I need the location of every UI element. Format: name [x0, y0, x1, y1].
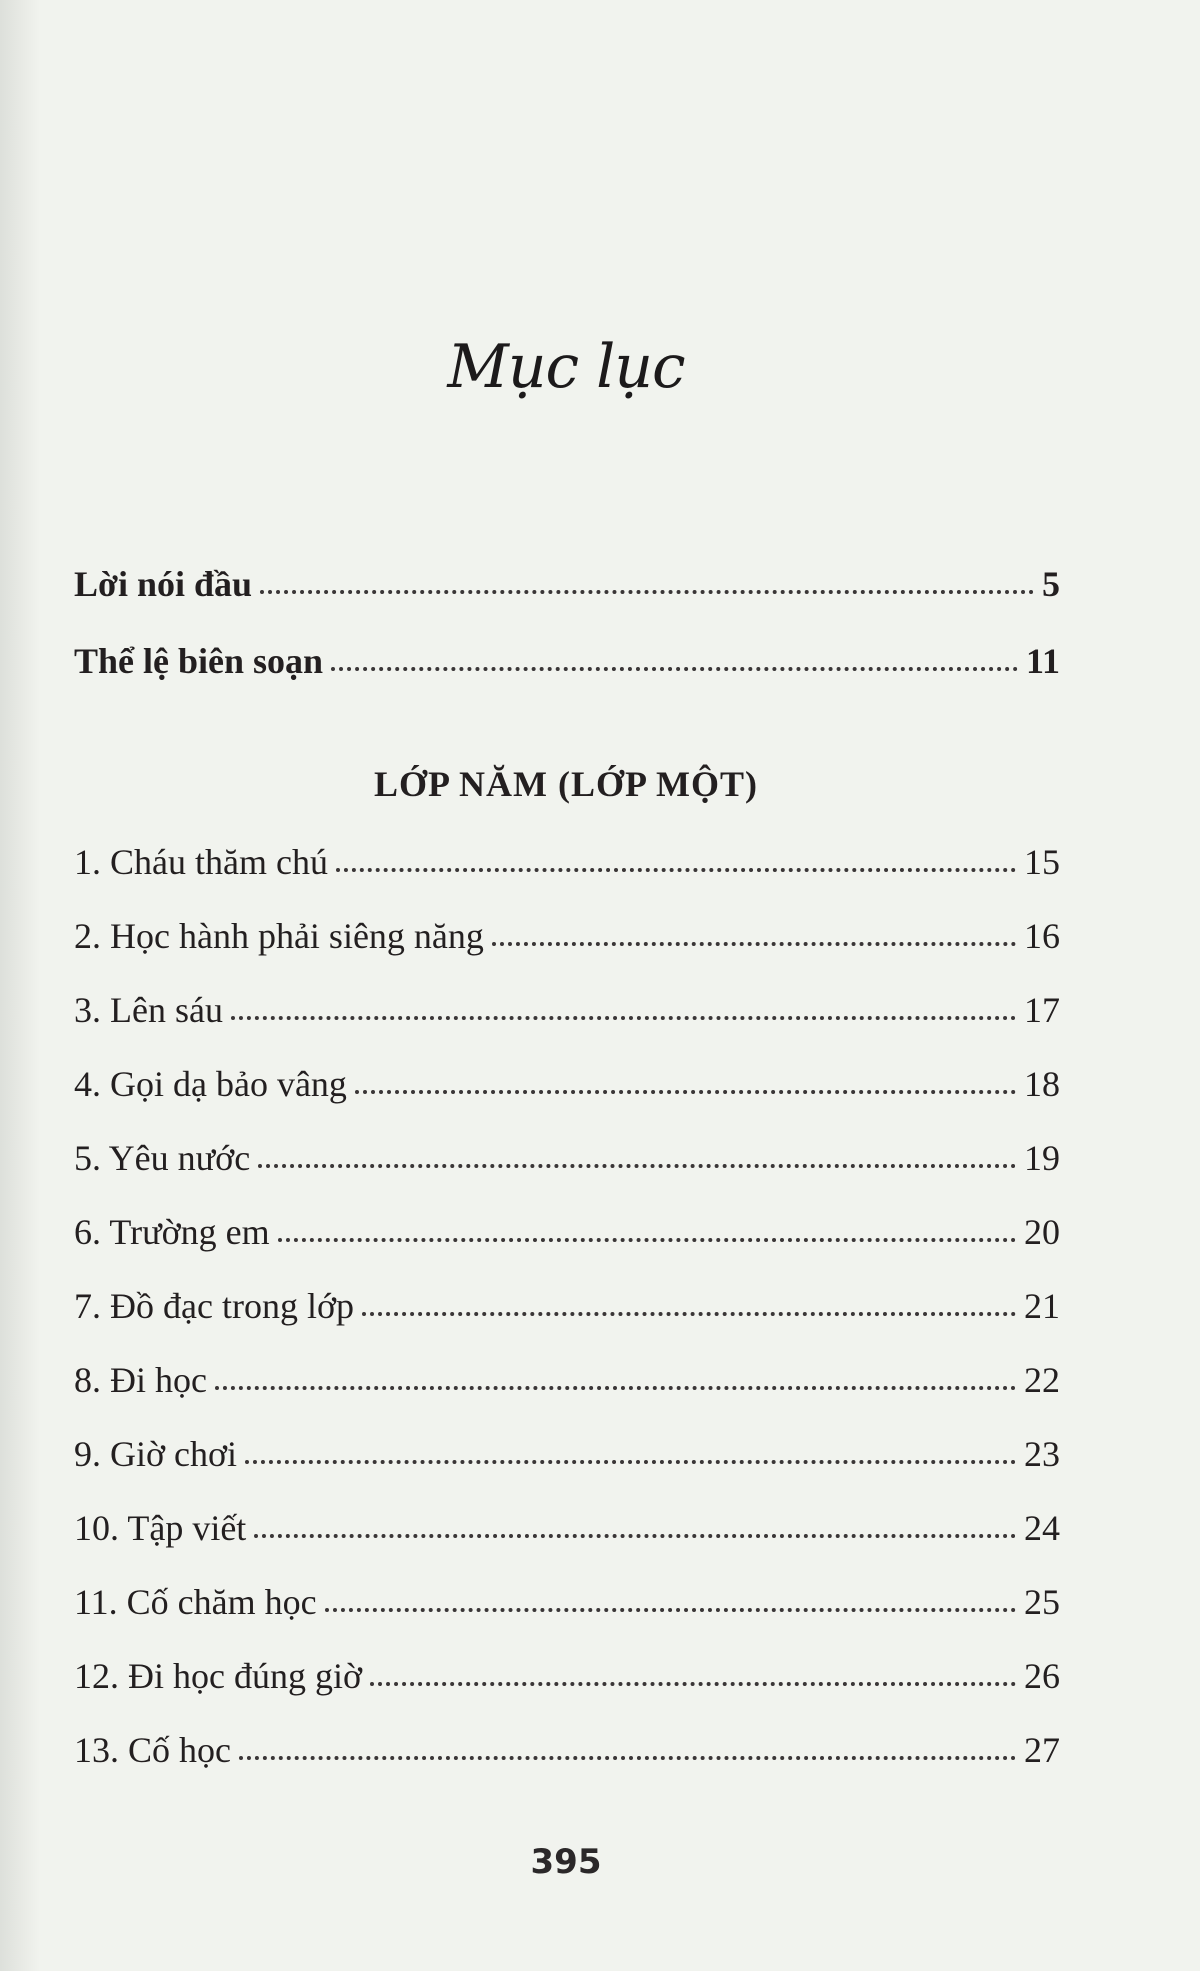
toc-entry-page: 27 [1024, 1730, 1060, 1770]
toc-leader-dots [492, 936, 1016, 946]
toc-leader-dots [215, 1380, 1016, 1390]
toc-entry-label: Lời nói đầu [74, 564, 253, 604]
toc-entry[interactable] [74, 1136, 1060, 1180]
toc-leader-dots [336, 862, 1016, 872]
toc-leader-dots [278, 1232, 1016, 1242]
toc-entry[interactable] [74, 1284, 1060, 1328]
toc-entry-page: 21 [1024, 1286, 1060, 1326]
toc-entry[interactable] [74, 1210, 1060, 1254]
toc-entry[interactable] [74, 1432, 1060, 1476]
toc-leader-dots [239, 1750, 1016, 1760]
page-title: Mục lục [447, 332, 685, 402]
toc-leader-dots [260, 584, 1034, 594]
toc-entry-label: 8. Đi học [74, 1360, 207, 1400]
toc-leader-dots [362, 1306, 1016, 1316]
toc-entry[interactable] [74, 1728, 1060, 1772]
toc-entry-page: 26 [1024, 1656, 1060, 1696]
page-number: 395 [530, 1842, 602, 1882]
toc-leader-dots [370, 1676, 1016, 1686]
toc-entry-page: 18 [1024, 1064, 1060, 1104]
toc-entry-page: 20 [1024, 1212, 1060, 1252]
toc-leader-dots [245, 1454, 1016, 1464]
toc-entry-label: 6. Trường em [74, 1212, 270, 1252]
toc-entry-label: 1. Cháu thăm chú [74, 842, 328, 882]
toc-entry-page: 16 [1024, 916, 1060, 956]
toc-entry-label: 3. Lên sáu [74, 990, 223, 1030]
toc-entry-page: 25 [1024, 1582, 1060, 1622]
toc-leader-dots [325, 1602, 1016, 1612]
toc-entry-page: 11 [1025, 641, 1060, 681]
toc-entry-page: 23 [1024, 1434, 1060, 1474]
toc-entry-foreword[interactable] [74, 562, 1060, 606]
toc-leader-dots [331, 661, 1018, 671]
toc-entry-label: 10. Tập viết [74, 1508, 247, 1548]
toc-entry[interactable] [74, 1358, 1060, 1402]
toc-entry-label: 9. Giờ chơi [74, 1434, 238, 1474]
toc-entry-compilation-rules[interactable] [74, 639, 1060, 683]
toc-entry-label: 4. Gọi dạ bảo vâng [74, 1064, 347, 1104]
toc-entry[interactable] [74, 1062, 1060, 1106]
toc-entry-label: 2. Học hành phải siêng năng [74, 916, 484, 956]
toc-leader-dots [254, 1528, 1016, 1538]
toc-entry-label: 12. Đi học đúng giờ [74, 1656, 363, 1696]
toc-leader-dots [258, 1158, 1016, 1168]
toc-entry[interactable] [74, 914, 1060, 958]
page-edge-shadow [0, 0, 40, 1971]
toc-entry[interactable] [74, 1506, 1060, 1550]
toc-entry-label: Thể lệ biên soạn [74, 641, 324, 681]
toc-entry-label: 7. Đồ đạc trong lớp [74, 1286, 354, 1326]
toc-entry[interactable] [74, 840, 1060, 884]
toc-entry-page: 15 [1024, 842, 1060, 882]
toc-entry-page: 22 [1024, 1360, 1060, 1400]
toc-leader-dots [355, 1084, 1016, 1094]
toc-entry[interactable] [74, 1654, 1060, 1698]
toc-entry[interactable] [74, 1580, 1060, 1624]
toc-entry-page: 19 [1024, 1138, 1060, 1178]
toc-entry-page: 24 [1024, 1508, 1060, 1548]
toc-entry-page: 17 [1024, 990, 1060, 1030]
toc-leader-dots [231, 1010, 1016, 1020]
toc-entry-label: 5. Yêu nước [74, 1138, 251, 1178]
toc-entry-label: 11. Cố chăm học [74, 1582, 317, 1622]
toc-entry-page: 5 [1042, 564, 1060, 604]
section-heading: LỚP NĂM (LỚP MỘT) [374, 764, 758, 804]
toc-entry-label: 13. Cố học [74, 1730, 231, 1770]
toc-entry[interactable] [74, 988, 1060, 1032]
